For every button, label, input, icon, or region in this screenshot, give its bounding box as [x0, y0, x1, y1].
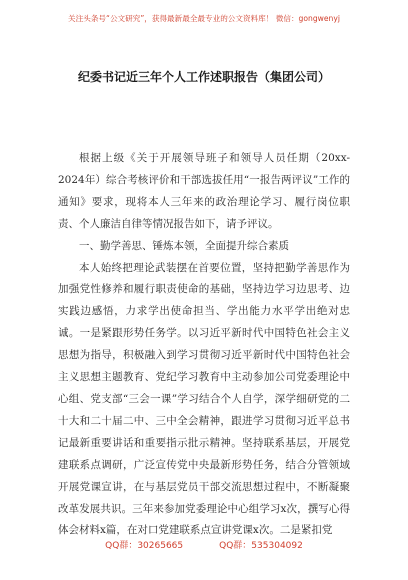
document-body	[58, 148, 350, 542]
body-paragraph: 本人始终把理论武装摆在首要位置，坚持把勤学善思作为加强党性修养和履行职责使命的基础，坚持边学习边思考、边实践边感悟，力求学出使命担当、学出能力水平学出绝对忠诚。一是紧跟形势任务学。以习近平新时代中国特色社会主义思想为指导，积极融入到学习贯彻习近平新时代中国特色社会主义思想主题教育、党纪学习教育中主动参加公司党委理论中心组、党支部“三会一课”学习结合个人自学，深学细研党的二十大和二十届二中、三中全会精神，跟进学习贯彻习近平总书记最新重要讲话和重要指示批示精神。坚持联系基层，开展党建联系点调研，广泛宣传党中央最新形势任务，结合分管领域开展党课宣讲，在与基层党员干部交流思想过程中，不断凝聚改革发展共识。三年来参加党委理论中心组学习x次，撰写心得体会材料x篇，在对口党建联系点宣讲党课x次。二是紧扣党	[58, 261, 350, 537]
section-heading-1: 一、勤学善思、锤炼本领，全面提升综合素质	[79, 239, 289, 252]
document-title: 纪委书记近三年个人工作述职报告（集团公司）	[77, 70, 330, 84]
intro-paragraph: 根据上级《关于开展领导班子和领导人员任期（20xx-2024年）综合考核评价和干部选拔任用“一报告两评议”工作的通知》要求，现将本人三年来的政治理论学习、履行岗位职责、个人廉洁自律等情况报告如下，请予评议。	[58, 152, 350, 230]
footer-qq-group-2: QQ群：535304092	[219, 541, 303, 551]
header-promo-note: 关注头条号“公文研究”，获得最新最全最专业的公文资料库！ 微信：gongwenyj	[68, 14, 340, 23]
footer-qq-groups	[0, 538, 408, 551]
footer-qq-group-1: QQ群：30265665	[105, 541, 184, 551]
